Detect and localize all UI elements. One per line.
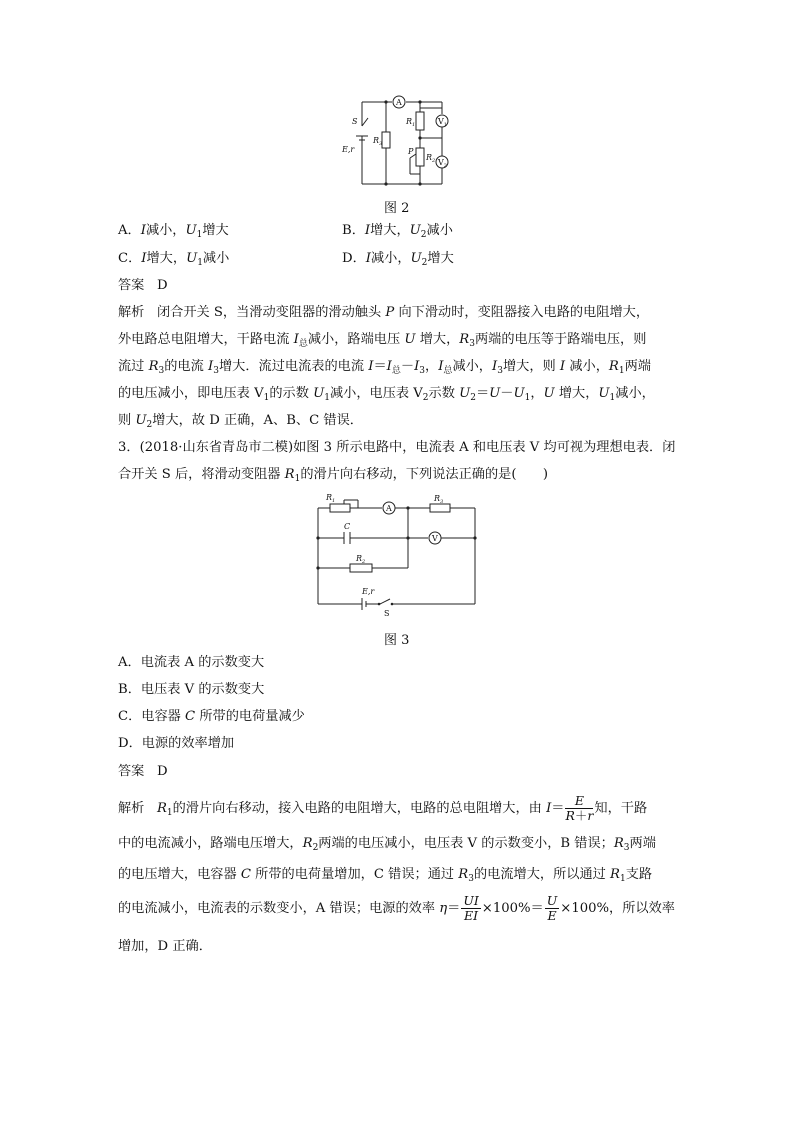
fig2-v1-label: $V_1$ bbox=[438, 117, 447, 128]
fig2-ammeter-label: A bbox=[396, 98, 402, 107]
fraction-e-over-r-plus-r: $\frac{E}{R+r}$ bbox=[565, 793, 594, 823]
fig3-ammeter-label: A bbox=[386, 504, 392, 513]
fig2-r3-label: $R_3$ bbox=[373, 136, 383, 147]
fig3-r2-label: $R_2$ bbox=[356, 554, 366, 565]
fig2-p-label: P bbox=[408, 147, 414, 156]
fraction-ui-over-ei: $\frac{UI}{EI}$ bbox=[463, 893, 479, 923]
fig2-r2-label: $R_2$ bbox=[426, 153, 436, 164]
q2-analysis-line-2: 外电路总电阻增大，干路电流 $I_总$减小，路端电压 U 增大，$R_3$两端的电压等于路端电压，则 bbox=[118, 332, 647, 349]
q2-option-b: B．I增大，$U_2$减小 bbox=[342, 223, 453, 240]
q2-analysis-line-1: 解析 闭合开关 S，当滑动变阻器的滑动触头 P 向下滑动时，变阻器接入电路的电阻增大， bbox=[118, 305, 650, 320]
q3-analysis-line-2: 中的电流减小，路端电压增大，$R_2$两端的电压减小，电压表 V 的示数变小，B 错误；$R_3$两端 bbox=[118, 836, 656, 853]
fig3-r1-label: $R_1$ bbox=[326, 493, 336, 504]
fraction-u-over-e: $\frac{U}{E}$ bbox=[546, 893, 558, 923]
q2-answer: 答案 D bbox=[118, 278, 168, 293]
q2-option-d: D．I减小，$U_2$增大 bbox=[342, 251, 454, 268]
fig2-v2-label: $V_2$ bbox=[438, 158, 447, 169]
q2-analysis-line-3: 流过 $R_3$的电流 $I_3$增大．流过电流表的电流 $I=I_总-I_3$，$I_总$减小，$I_3$增大，则 I 减小，$R_1$两端 bbox=[118, 359, 651, 376]
q3-stem-line-1: 3．(2018·山东省青岛市二模)如图 3 所示电路中，电流表 A 和电压表 V 均可视为理想电表．闭 bbox=[118, 440, 676, 455]
q3-option-a: A．电流表 A 的示数变大 bbox=[118, 655, 265, 670]
q3-answer: 答案 D bbox=[118, 764, 168, 779]
fig3-v-label: V bbox=[432, 534, 438, 543]
fig3-c-label: C bbox=[344, 522, 351, 531]
q3-stem-line-2: 合开关 S 后，将滑动变阻器 $R_1$的滑片向右移动，下列说法正确的是( ) bbox=[118, 467, 549, 484]
fig3-switch-label: S bbox=[384, 609, 390, 618]
fig2-switch-label: S bbox=[352, 117, 358, 126]
q2-option-a: A．I减小，$U_1$增大 bbox=[118, 223, 229, 240]
fig2-caption: 图 2 bbox=[384, 201, 410, 216]
fig3-emf-label: E,r bbox=[362, 587, 375, 596]
q2-analysis-line-4: 的电压减小，即电压表 $V_1$的示数 $U_1$减小，电压表 $V_2$示数 $U_2=U-U_1$，U 增大，$U_1$减小， bbox=[118, 386, 655, 403]
q3-option-d: D．电源的效率增加 bbox=[118, 736, 235, 751]
q3-analysis-line-5: 增加，D 正确． bbox=[118, 939, 212, 954]
q2-analysis-line-5: 则 $U_2$增大，故 D 正确，A、B、C 错误． bbox=[118, 413, 363, 430]
circuit-diagram-fig2 bbox=[340, 92, 460, 188]
q3-analysis-line-4: 的电流减小，电流表的示数变小，A 错误；电源的效率 η＝ $\frac{UI}{EI}$ ×100%＝ $\frac{U}{E}$ ×100%，所以效率 bbox=[118, 893, 675, 923]
q3-analysis-line-3: 的电压增大，电容器 C 所带的电荷量增加，C 错误；通过 $R_3$的电流增大，所以通过 $R_1$支路 bbox=[118, 867, 653, 884]
q2-option-c: C．I增大，$U_1$减小 bbox=[118, 251, 230, 268]
fig2-r1-label: $R_1$ bbox=[406, 117, 416, 128]
q3-option-c: C．电容器 C 所带的电荷量减少 bbox=[118, 709, 305, 724]
circuit-diagram-fig3 bbox=[310, 490, 485, 620]
q3-analysis-line-1: 解析 $R_1$的滑片向右移动，接入电路的电阻增大，电路的总电阻增大，由 I＝ $\frac{E}{R+r}$ 知，干路 bbox=[118, 793, 648, 823]
q3-option-b: B．电压表 V 的示数变大 bbox=[118, 682, 265, 697]
fig3-r3-label: $R_3$ bbox=[434, 494, 444, 505]
fig2-emf-label: E,r bbox=[342, 145, 355, 154]
fig3-caption: 图 3 bbox=[384, 633, 410, 648]
